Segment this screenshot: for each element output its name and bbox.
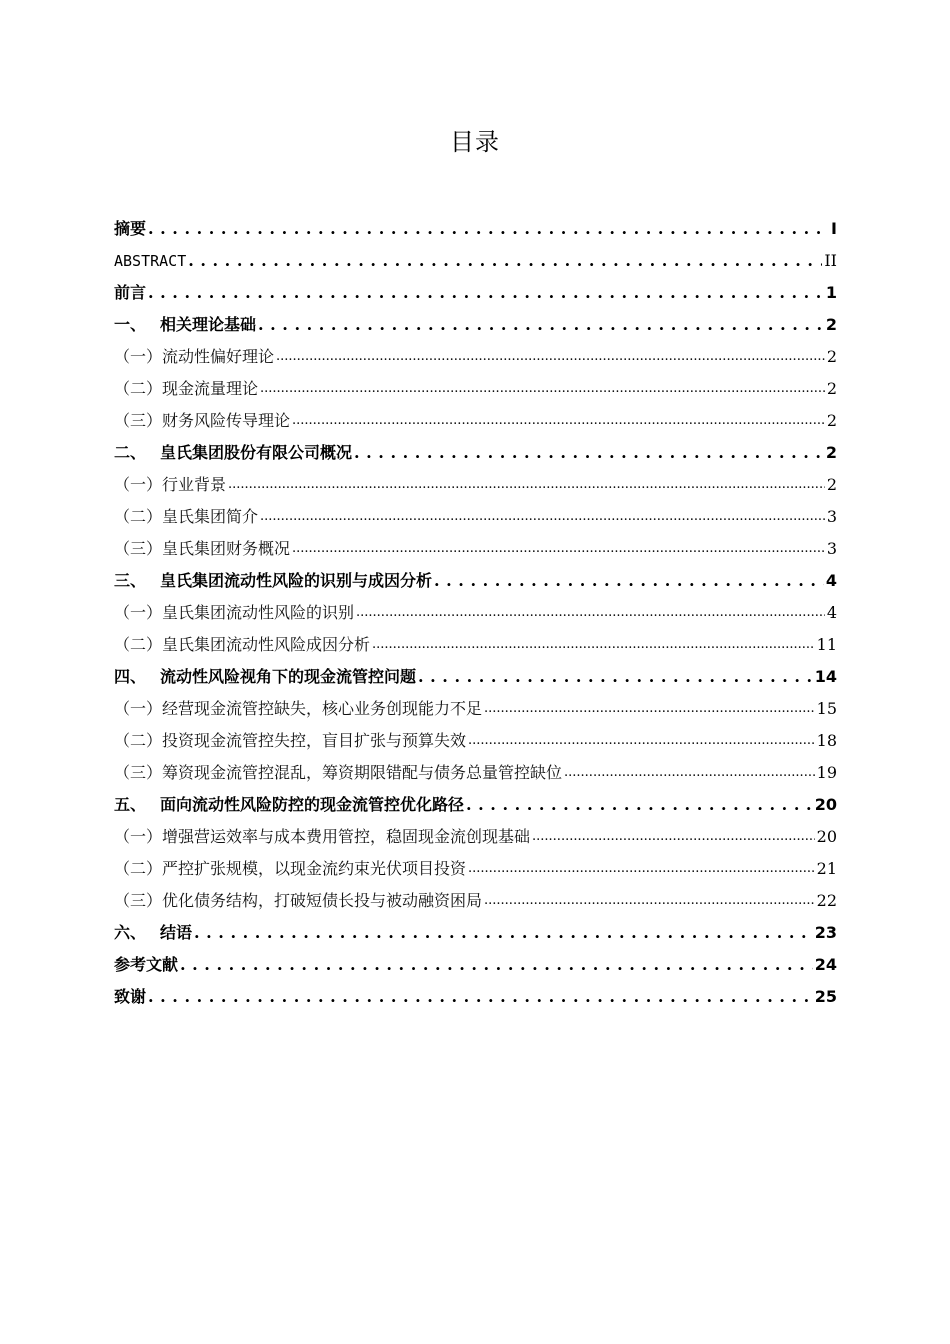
toc-entry-label (114, 314, 258, 336)
toc-entry-label (114, 922, 194, 944)
toc-entry-section[interactable] (114, 400, 837, 432)
toc-page-number: 21 (816, 859, 837, 878)
dot-leader (148, 218, 829, 240)
dot-leader (228, 474, 825, 496)
toc-entry-label: （一）行业背景 (114, 475, 227, 494)
toc-page-number: 25 (814, 987, 837, 1006)
chapter-number: 五、 (114, 795, 147, 814)
toc-entry-section[interactable] (114, 368, 837, 400)
toc-entry-preface[interactable] (114, 272, 837, 304)
toc-entry-label: 参考文献 (114, 955, 179, 974)
dot-leader (466, 794, 813, 816)
chapter-title: 皇氏集团流动性风险的识别与成因分析 (160, 571, 433, 590)
toc-entry-chapter-1[interactable] (114, 304, 837, 336)
toc-page-number: 20 (816, 827, 837, 846)
dot-leader (354, 442, 824, 464)
dot-leader (188, 250, 822, 272)
toc-page-number: 11 (816, 635, 837, 654)
dot-leader (258, 314, 824, 336)
toc-page-number: 23 (814, 923, 837, 942)
dot-leader (260, 506, 825, 528)
dot-leader (194, 922, 813, 944)
toc-entry-acknowledgements[interactable] (114, 976, 837, 1008)
toc-entry-label: （二）现金流量理论 (114, 379, 259, 398)
chapter-number: 一、 (114, 315, 147, 334)
toc-entry-chapter-4[interactable] (114, 656, 837, 688)
toc-page-number: 4 (826, 603, 837, 622)
toc-entry-references[interactable] (114, 944, 837, 976)
dot-leader (180, 954, 813, 976)
toc-entry-abstract-cn[interactable] (114, 208, 837, 240)
dot-leader (260, 378, 825, 400)
toc-page-number: 19 (816, 763, 837, 782)
toc-page-number: 24 (814, 955, 837, 974)
toc-entry-label: 摘要 (114, 219, 147, 238)
toc-entry-label: （三）财务风险传导理论 (114, 411, 291, 430)
toc-entry-section[interactable] (114, 464, 837, 496)
dot-leader (532, 826, 815, 848)
toc-entry-label: （三）皇氏集团财务概况 (114, 539, 291, 558)
chapter-title: 相关理论基础 (160, 315, 257, 334)
toc-page-number: 2 (826, 411, 837, 430)
toc-entry-label (114, 442, 354, 464)
table-of-contents (114, 208, 837, 1008)
toc-page-number: 3 (826, 507, 837, 526)
toc-entry-label: （一）经营现金流管控缺失，核心业务创现能力不足 (114, 699, 483, 718)
chapter-number: 二、 (114, 443, 147, 462)
toc-entry-section[interactable] (114, 720, 837, 752)
toc-entry-label: 前言 (114, 283, 147, 302)
toc-entry-chapter-5[interactable] (114, 784, 837, 816)
toc-page-number: 2 (826, 379, 837, 398)
toc-page-number: 4 (825, 571, 837, 590)
toc-entry-label (114, 666, 418, 688)
toc-entry-label: （二）皇氏集团简介 (114, 507, 259, 526)
dot-leader (292, 538, 825, 560)
toc-entry-label: （二）投资现金流管控失控，盲目扩张与预算失效 (114, 731, 467, 750)
dot-leader (418, 666, 813, 688)
toc-page-number: 2 (826, 347, 837, 366)
toc-entry-chapter-6[interactable] (114, 912, 837, 944)
toc-entry-label (114, 794, 466, 816)
toc-entry-chapter-2[interactable] (114, 432, 837, 464)
dot-leader (148, 986, 813, 1008)
chapter-number: 四、 (114, 667, 147, 686)
toc-entry-chapter-3[interactable] (114, 560, 837, 592)
dot-leader (468, 858, 815, 880)
chapter-title: 结语 (160, 923, 193, 942)
toc-entry-section[interactable] (114, 688, 837, 720)
toc-page-number: 18 (816, 731, 837, 750)
toc-page-number: 3 (826, 539, 837, 558)
dot-leader (434, 570, 824, 592)
toc-entry-section[interactable] (114, 752, 837, 784)
chapter-number: 六、 (114, 923, 147, 942)
toc-entry-abstract-en[interactable] (114, 240, 837, 272)
toc-entry-label: （三）筹资现金流管控混乱，筹资期限错配与债务总量管控缺位 (114, 763, 563, 782)
toc-page-number: 20 (814, 795, 837, 814)
toc-entry-section[interactable] (114, 592, 837, 624)
toc-page-number: 2 (825, 315, 837, 334)
toc-entry-section[interactable] (114, 336, 837, 368)
toc-entry-section[interactable] (114, 528, 837, 560)
dot-leader (484, 698, 815, 720)
toc-page-number: I (831, 219, 837, 238)
toc-entry-section[interactable] (114, 624, 837, 656)
dot-leader (484, 890, 815, 912)
toc-page-number: 15 (816, 699, 837, 718)
toc-entry-label: （二）严控扩张规模，以现金流约束光伏项目投资 (114, 859, 467, 878)
toc-entry-label: （一）增强营运效率与成本费用管控，稳固现金流创现基础 (114, 827, 531, 846)
toc-page-number: II (824, 251, 837, 270)
toc-page-number: 2 (825, 443, 837, 462)
toc-entry-label (114, 570, 434, 592)
chapter-title: 皇氏集团股份有限公司概况 (160, 443, 353, 462)
dot-leader (356, 602, 825, 624)
chapter-title: 面向流动性风险防控的现金流管控优化路径 (160, 795, 465, 814)
toc-page-number: 2 (826, 475, 837, 494)
dot-leader (372, 634, 815, 656)
toc-entry-label: 致谢 (114, 987, 147, 1006)
toc-entry-label: （一）皇氏集团流动性风险的识别 (114, 603, 355, 622)
chapter-title: 流动性风险视角下的现金流管控问题 (160, 667, 417, 686)
toc-entry-section[interactable] (114, 848, 837, 880)
toc-entry-label: （一）流动性偏好理论 (114, 347, 275, 366)
toc-page-number: 1 (825, 283, 837, 302)
toc-entry-section[interactable] (114, 496, 837, 528)
toc-entry-section[interactable] (114, 816, 837, 848)
chapter-number: 三、 (114, 571, 147, 590)
toc-page-number: 14 (814, 667, 837, 686)
toc-entry-label: （三）优化债务结构，打破短债长投与被动融资困局 (114, 891, 483, 910)
toc-entry-label: （二）皇氏集团流动性风险成因分析 (114, 635, 371, 654)
toc-entry-label: ABSTRACT (114, 252, 187, 270)
dot-leader (276, 346, 825, 368)
dot-leader (468, 730, 815, 752)
dot-leader (564, 762, 815, 784)
page-title: 目录 (450, 128, 500, 156)
dot-leader (292, 410, 825, 432)
toc-entry-section[interactable] (114, 880, 837, 912)
toc-page-number: 22 (816, 891, 837, 910)
dot-leader (148, 282, 824, 304)
